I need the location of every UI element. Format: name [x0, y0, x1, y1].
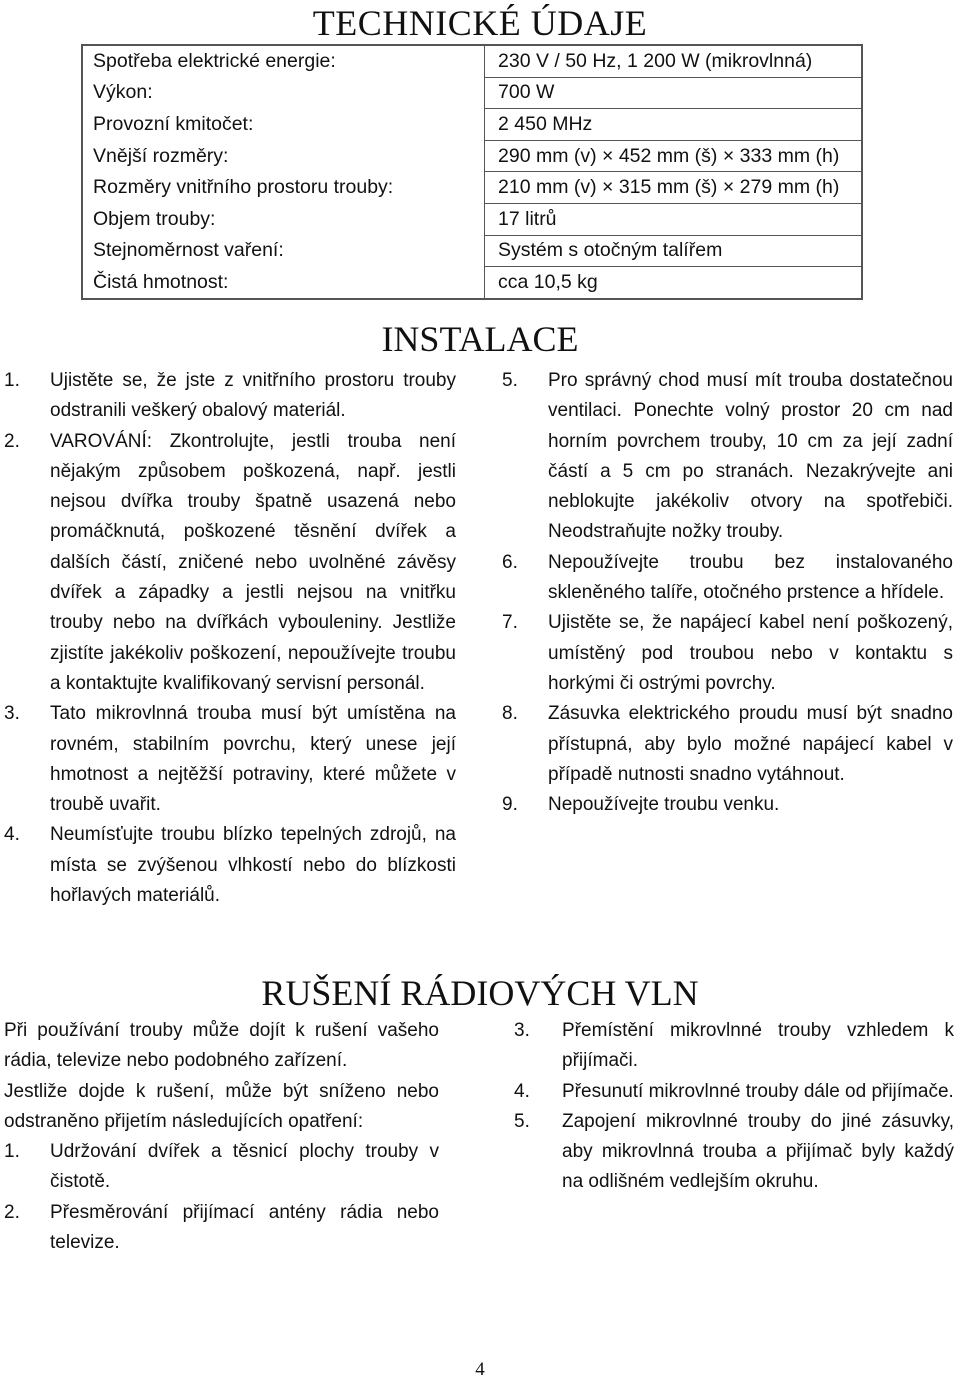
radio-intro-paragraph: Při používání trouby může dojít k rušení vašeho rádia, televize nebo podobného zařízení. [4, 1020, 439, 1072]
list-item-text: Ujistěte se, že jste z vnitřního prostoru trouby odstranili veškerý obalový materiál. [50, 370, 456, 422]
list-item-number: 4. [514, 1080, 530, 1102]
spec-row [82, 172, 862, 204]
list-item [514, 1016, 954, 1077]
spec-label: Vnější rozměry: [82, 140, 485, 172]
list-item-text: Nepoužívejte troubu bez instalovaného skleněného talíře, otočného prstence a hřídele. [548, 551, 953, 604]
list-item [4, 427, 456, 700]
spec-value: 17 litrů [485, 203, 863, 235]
list-item-number: 9. [502, 794, 518, 816]
spec-value: Systém s otočným talířem [485, 235, 863, 267]
list-item [502, 548, 953, 609]
list-item-number: 2. [4, 430, 20, 452]
spec-value: 290 mm (v) × 452 mm (š) × 333 mm (h) [485, 140, 863, 172]
list-item-text: Neumísťujte troubu blízko tepelných zdrojů, na místa se zvýšenou vlhkostí nebo do blízkosti hořlavých materiálů. [50, 824, 456, 907]
radio-intro-paragraph: Jestliže dojde k rušení, může být sníženo nebo odstraněno přijetím následujících opatření: [4, 1080, 439, 1132]
list-item-number: 3. [4, 703, 20, 725]
list-item-number: 2. [4, 1201, 20, 1223]
list-item-number: 7. [502, 612, 518, 634]
list-item-text: Přemístění mikrovlnné trouby vzhledem k přijímači. [562, 1020, 954, 1072]
spec-label: Stejnoměrnost vaření: [82, 235, 485, 267]
technical-data-title: TECHNICKÉ ÚDAJE [312, 3, 648, 43]
list-item [502, 790, 953, 820]
list-item-text: Nepoužívejte troubu venku. [548, 794, 780, 816]
list-item [4, 1198, 439, 1259]
list-item-text: Zapojení mikrovlnné trouby do jiné zásuvky, aby mikrovlnná trouba a přijímač byly každý na odlišném vedlejším okruhu. [562, 1110, 954, 1193]
page-number: 4 [475, 1359, 485, 1380]
list-item-number: 5. [514, 1110, 530, 1132]
list-item [502, 608, 953, 699]
radio-interference-title: RUŠENÍ RÁDIOVÝCH VLN [261, 973, 699, 1013]
spec-row [82, 109, 862, 141]
spec-value: cca 10,5 kg [498, 270, 598, 293]
radio-right-column [514, 1016, 954, 1198]
spec-row [82, 140, 862, 172]
spec-row [82, 235, 862, 267]
spec-row [82, 203, 862, 235]
technical-specs-table [81, 44, 863, 300]
list-item [4, 820, 456, 911]
list-item-text: Tato mikrovlnná trouba musí být umístěna na rovném, stabilním povrchu, který unese její hmotnost a nejtěžší potraviny, které můžete v troubě uvařit. [50, 703, 456, 816]
list-item-number: 6. [502, 551, 518, 573]
list-item-text: Zásuvka elektrického proudu musí být snadno přístupná, aby bylo možné napájecí kabel v případě nutnosti snadno vytáhnout. [548, 703, 953, 785]
spec-label: Čistá hmotnost: [82, 267, 485, 299]
spec-row [82, 77, 862, 109]
list-item-text: Přesměrování přijímací antény rádia nebo televize. [50, 1201, 439, 1254]
spec-label: Objem trouby: [82, 203, 485, 235]
spec-value: 230 V / 50 Hz, 1 200 W (mikrovlnná) [485, 45, 863, 77]
list-item-text: Ujistěte se, že napájecí kabel není poškozený, umístěný pod troubou nebo v kontaktu s horkými či ostrými povrchy. [548, 612, 953, 694]
installation-title: INSTALACE [381, 319, 579, 359]
spec-value: 210 mm (v) × 315 mm (š) × 279 mm (h) [485, 172, 863, 204]
list-item-text: VAROVÁNÍ: Zkontrolujte, jestli trouba není nějakým způsobem poškozená, např. jestli nejsou dvířka trouby špatně usazená nebo promáčknutá, poškozené těsnění dvířek a dalších částí, zničené nebo uvolněné závěsy dvířek a západky a jestli nejsou na vnitřku trouby nebo na dvířkách vybouleniny. Jestliže zjistíte jakékoliv poškození, nepoužívejte troubu a kontaktujte kvalifikovaný servisní personál. [50, 430, 456, 694]
list-item-number: 3. [514, 1020, 530, 1041]
radio-left-column [4, 1016, 439, 1258]
list-item-number: 1. [4, 370, 20, 391]
list-item-text: Pro správný chod musí mít trouba dostatečnou ventilaci. Ponechte volný prostor 20 cm nad horním povrchem trouby, 10 cm za její zadní částí a 5 cm po stranách. Nezakrývejte ani neblokujte jakékoliv otvory na spotřebiči. Neodstraňujte nožky trouby. [548, 370, 953, 543]
spec-label: Rozměry vnitřního prostoru trouby: [82, 172, 485, 204]
spec-label: Provozní kmitočet: [82, 109, 485, 141]
spec-row [82, 267, 862, 299]
list-item-number: 4. [4, 824, 20, 846]
list-item [4, 699, 456, 820]
installation-right-column [502, 366, 953, 820]
spec-label: Výkon: [82, 77, 485, 109]
list-item [4, 366, 456, 427]
list-item [514, 1077, 954, 1107]
list-item-text: Udržování dvířek a těsnicí plochy trouby v čistotě. [50, 1141, 439, 1193]
list-item-text: Přesunutí mikrovlnné trouby dále od přijímače. [562, 1080, 954, 1102]
list-item-number: 1. [4, 1141, 20, 1163]
list-item [514, 1107, 954, 1198]
list-item [502, 366, 953, 548]
list-item [502, 699, 953, 790]
list-item-number: 8. [502, 703, 518, 725]
spec-value: 2 450 MHz [485, 109, 863, 141]
spec-row [82, 45, 862, 77]
installation-left-column [4, 366, 456, 911]
spec-label: Spotřeba elektrické energie: [82, 45, 485, 77]
spec-value: 700 W [485, 77, 863, 109]
list-item [4, 1137, 439, 1198]
list-item-number: 5. [502, 370, 518, 391]
